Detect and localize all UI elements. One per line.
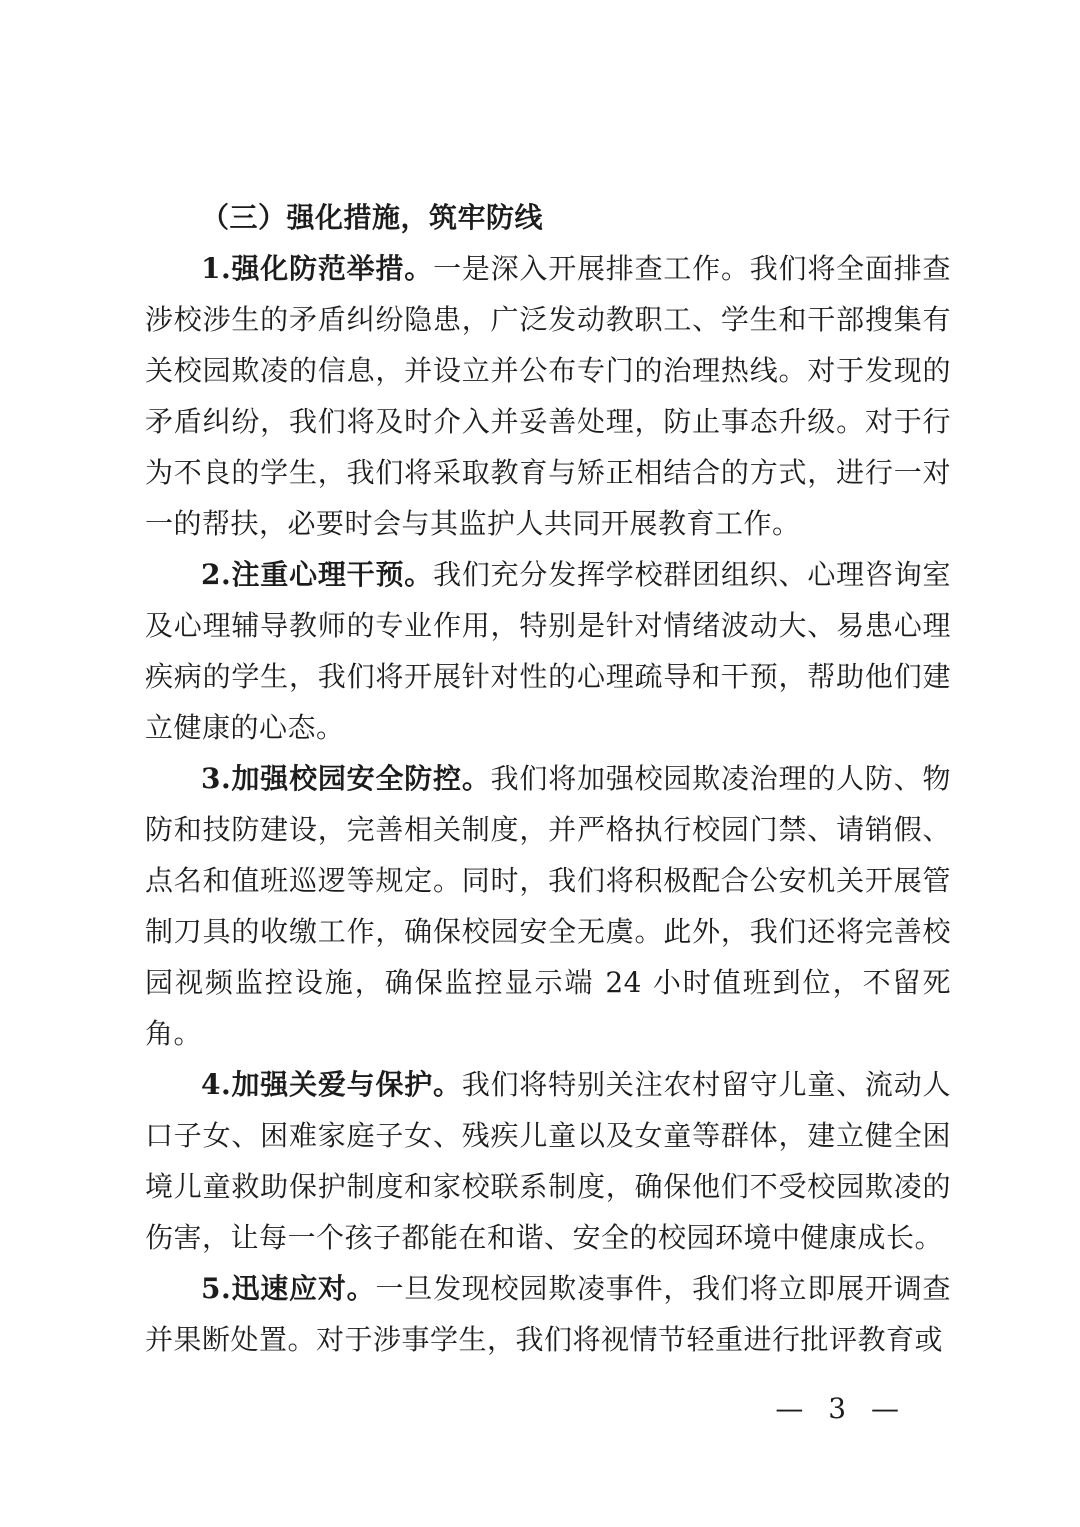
section-heading: （三）强化措施，筑牢防线: [201, 201, 544, 234]
document-content: [145, 192, 951, 1365]
paragraph-4: [145, 1059, 951, 1263]
page-number: — 3 —: [775, 1392, 907, 1425]
paragraph-3: [145, 753, 951, 1059]
paragraph-3-body: 我们将加强校园欺凌治理的人防、物防和技防建设，完善相关制度，并严格执行校园门禁、请销假、点名和值班巡逻等规定。同时，我们将积极配合公安机关开展管制刀具的收缴工作，确保校园安全无虞。此外，我们还将完善校园视频监控设施，确保监控显示端 24 小时值班到位，不留死角。: [145, 762, 951, 1050]
paragraph-1-lead: 1.强化防范举措。: [201, 252, 434, 285]
paragraph-1-body: 一是深入开展排查工作。我们将全面排查涉校涉生的矛盾纠纷隐患，广泛发动教职工、学生和干部搜集有关校园欺凌的信息，并设立并公布专门的治理热线。对于发现的矛盾纠纷，我们将及时介入并妥善处理，防止事态升级。对于行为不良的学生，我们将采取教育与矫正相结合的方式，进行一对一的帮扶，必要时会与其监护人共同开展教育工作。: [145, 252, 951, 540]
paragraph-3-lead: 3.加强校园安全防控。: [201, 762, 491, 795]
paragraph-5-lead: 5.迅速应对。: [201, 1272, 376, 1305]
paragraph-5-body: 一旦发现校园欺凌事件，我们将立即展开调查并果断处置。对于涉事学生，我们将视情节轻重进行批评教育或: [145, 1272, 951, 1356]
paragraph-2-lead: 2.注重心理干预。: [201, 558, 434, 591]
paragraph-1: [145, 243, 951, 549]
paragraph-5: [145, 1263, 951, 1365]
paragraph-4-body: 我们将特别关注农村留守儿童、流动人口子女、困难家庭子女、残疾儿童以及女童等群体，建立健全困境儿童救助保护制度和家校联系制度，确保他们不受校园欺凌的伤害，让每一个孩子都能在和谐、安全的校园环境中健康成长。: [145, 1068, 951, 1254]
paragraph-4-lead: 4.加强关爱与保护。: [201, 1068, 462, 1101]
paragraph-2: [145, 549, 951, 753]
paragraph-2-body: 我们充分发挥学校群团组织、心理咨询室及心理辅导教师的专业作用，特别是针对情绪波动大、易患心理疾病的学生，我们将开展针对性的心理疏导和干预，帮助他们建立健康的心态。: [145, 558, 951, 744]
